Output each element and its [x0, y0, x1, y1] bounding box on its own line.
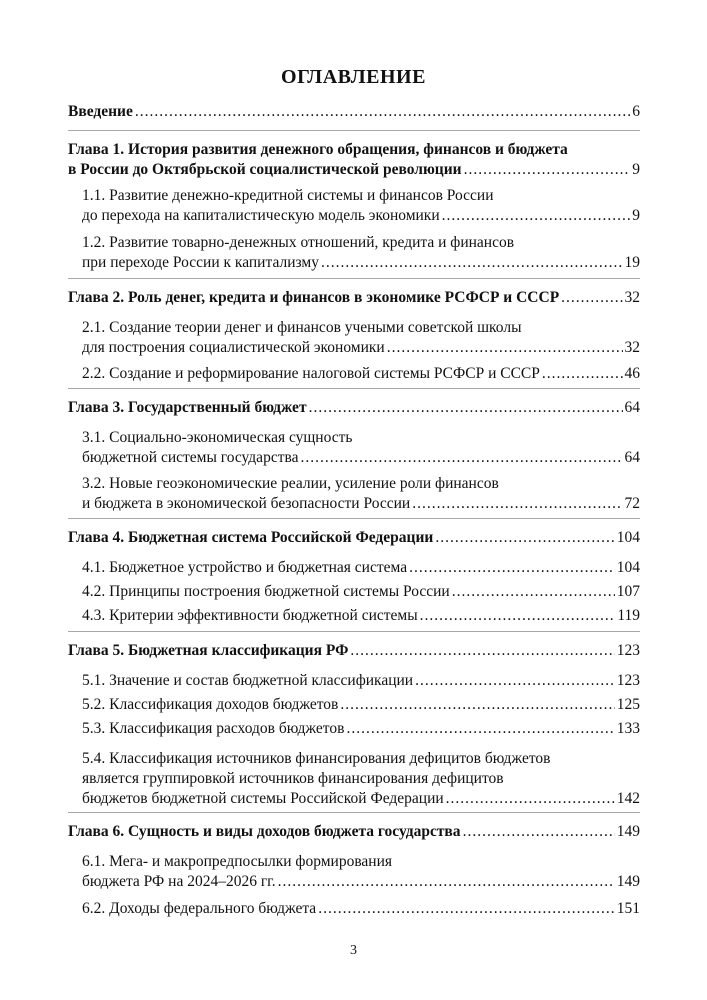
- toc-page-number: 107: [616, 583, 640, 600]
- chapter-divider: [68, 278, 640, 279]
- toc-entry-title-line: Глава 1. История развития денежного обращения, финансов и бюджета: [68, 141, 568, 158]
- toc-entry-title-line: бюджетной системы государства: [82, 449, 299, 466]
- dot-leader: [415, 671, 615, 691]
- toc-section-entry: [82, 852, 640, 892]
- toc-section-entry: [82, 558, 640, 578]
- toc-page-number: 142: [616, 790, 640, 807]
- dot-leader: [387, 338, 623, 358]
- toc-entry-title-line: Глава 4. Бюджетная система Российской Федерации: [68, 529, 434, 546]
- toc-entry-title-line: 3.2. Новые геоэкономические реалии, усиление роли финансов: [82, 475, 499, 492]
- toc-entry-title-line: 6.2. Доходы федерального бюджета: [82, 900, 317, 917]
- toc-page-number: 149: [616, 823, 640, 840]
- toc-chapter-entry: [68, 140, 640, 180]
- toc-section-entry: [82, 749, 640, 809]
- toc-entry-title-line: 2.2. Создание и реформирование налоговой системы РСФСР и СССР: [82, 365, 540, 382]
- toc-entry-title-line: бюджета РФ на 2024–2026 гг.: [82, 873, 276, 890]
- toc-chapter-entry: [68, 822, 640, 842]
- toc-entry-title-line: Глава 6. Сущность и виды доходов бюджета государства: [68, 823, 461, 840]
- dot-leader: [346, 719, 614, 739]
- dot-leader: [135, 102, 630, 122]
- dot-leader: [561, 288, 622, 308]
- toc-page-number: 104: [616, 529, 640, 546]
- toc-entry-title-line: Глава 2. Роль денег, кредита и финансов в экономике РСФСР и СССР: [68, 289, 560, 306]
- toc-entry-title-line: 4.3. Критерии эффективности бюджетной системы: [82, 607, 418, 624]
- dot-leader: [318, 899, 615, 919]
- toc-page-number: 104: [616, 559, 640, 576]
- toc-section-entry: [82, 719, 640, 739]
- toc-section-entry: [82, 474, 640, 514]
- toc-entry-title-line: 5.2. Классификация доходов бюджетов: [82, 696, 339, 713]
- toc-entry-title-line: для построения социалистической экономики: [82, 339, 385, 356]
- dot-leader: [542, 364, 623, 384]
- chapter-divider: [68, 812, 640, 813]
- toc-page-number: 32: [624, 289, 640, 306]
- toc-entry-title-line: 1.1. Развитие денежно-кредитной системы и финансов России: [82, 187, 494, 204]
- toc-page-number: 125: [616, 696, 640, 713]
- toc-chapter-entry: [68, 641, 640, 661]
- toc-title: ОГЛАВЛЕНИЕ: [281, 66, 426, 88]
- toc-page-number: 9: [632, 207, 640, 224]
- toc-section-entry: [82, 186, 640, 226]
- toc-section-entry: [82, 899, 640, 919]
- dot-leader: [309, 398, 623, 418]
- toc-entry-title-line: и бюджета в экономической безопасности России: [82, 495, 411, 512]
- toc-page-number: 133: [616, 720, 640, 737]
- toc-section-entry: [82, 428, 640, 468]
- toc-chapter-entry: [68, 288, 640, 308]
- toc-entry-title-line: Введение: [68, 103, 133, 120]
- toc-page-number: 9: [632, 161, 640, 178]
- toc-entry-title-line: 6.1. Мега- и макропредпосылки формирования: [82, 853, 393, 870]
- toc-entry-title-line: 4.1. Бюджетное устройство и бюджетная система: [82, 559, 408, 576]
- toc-chapter-entry: [68, 102, 640, 122]
- dot-leader: [412, 494, 622, 514]
- toc-page-number: 6: [632, 103, 640, 120]
- chapter-divider: [68, 631, 640, 632]
- toc-entry-title-line: Глава 3. Государственный бюджет: [68, 399, 307, 416]
- toc-page-number: 46: [624, 365, 640, 382]
- dot-leader: [350, 641, 614, 661]
- toc-page-number: 19: [624, 254, 640, 271]
- toc-section-entry: [82, 695, 640, 715]
- dot-leader: [442, 206, 631, 226]
- toc-entry-title-line: 5.1. Значение и состав бюджетной классификации: [82, 672, 414, 689]
- toc-page-number: 72: [624, 495, 640, 512]
- dot-leader: [463, 822, 615, 842]
- toc-section-entry: [82, 318, 640, 358]
- toc-entry-title-line: при переходе России к капитализму: [82, 254, 319, 271]
- page-number: 3: [350, 943, 357, 958]
- toc-page-number: 32: [624, 339, 640, 356]
- toc-entry-title-line: является группировкой источников финансирования дефицитов: [82, 770, 504, 787]
- toc-section-entry: [82, 233, 640, 273]
- chapter-divider: [68, 388, 640, 389]
- toc-section-entry: [82, 582, 640, 602]
- dot-leader: [464, 160, 631, 180]
- toc-page-number: 64: [624, 449, 640, 466]
- toc-section-entry: [82, 606, 640, 626]
- toc-entry-title-line: 2.1. Создание теории денег и финансов учеными советской школы: [82, 319, 522, 336]
- toc-page-number: 123: [616, 672, 640, 689]
- toc-page-number: 119: [617, 607, 640, 624]
- toc-chapter-entry: [68, 528, 640, 548]
- dot-leader: [321, 253, 623, 273]
- dot-leader: [446, 789, 615, 809]
- toc-page-number: 123: [616, 642, 640, 659]
- toc-entry-title-line: в России до Октябрьской социалистической революции: [68, 161, 462, 178]
- toc-entry-title-line: Глава 5. Бюджетная классификация РФ: [68, 642, 349, 659]
- dot-leader: [435, 528, 614, 548]
- dot-leader: [452, 582, 615, 602]
- toc-entry-title-line: бюджетов бюджетной системы Российской Федерации: [82, 790, 444, 807]
- chapter-divider: [68, 518, 640, 519]
- chapter-divider: [68, 130, 640, 131]
- toc-page-number: 149: [616, 873, 640, 890]
- toc-entry-title-line: 5.4. Классификация источников финансирования дефицитов бюджетов: [82, 750, 551, 767]
- toc-entry-title-line: 4.2. Принципы построения бюджетной системы России: [82, 583, 450, 600]
- toc-section-entry: [82, 671, 640, 691]
- dot-leader: [409, 558, 615, 578]
- toc-entry-title-line: до перехода на капиталистическую модель экономики: [82, 207, 440, 224]
- toc-section-entry: [82, 364, 640, 384]
- toc-entry-title-line: 1.2. Развитие товарно-денежных отношений, кредита и финансов: [82, 234, 515, 251]
- dot-leader: [278, 872, 615, 892]
- toc-entry-title-line: 5.3. Классификация расходов бюджетов: [82, 720, 345, 737]
- dot-leader: [340, 695, 614, 715]
- dot-leader: [420, 606, 616, 626]
- toc-page-number: 64: [624, 399, 640, 416]
- toc-page-number: 151: [616, 900, 640, 917]
- toc-entry-title-line: 3.1. Социально-экономическая сущность: [82, 429, 353, 446]
- dot-leader: [300, 448, 622, 468]
- toc-chapter-entry: [68, 398, 640, 418]
